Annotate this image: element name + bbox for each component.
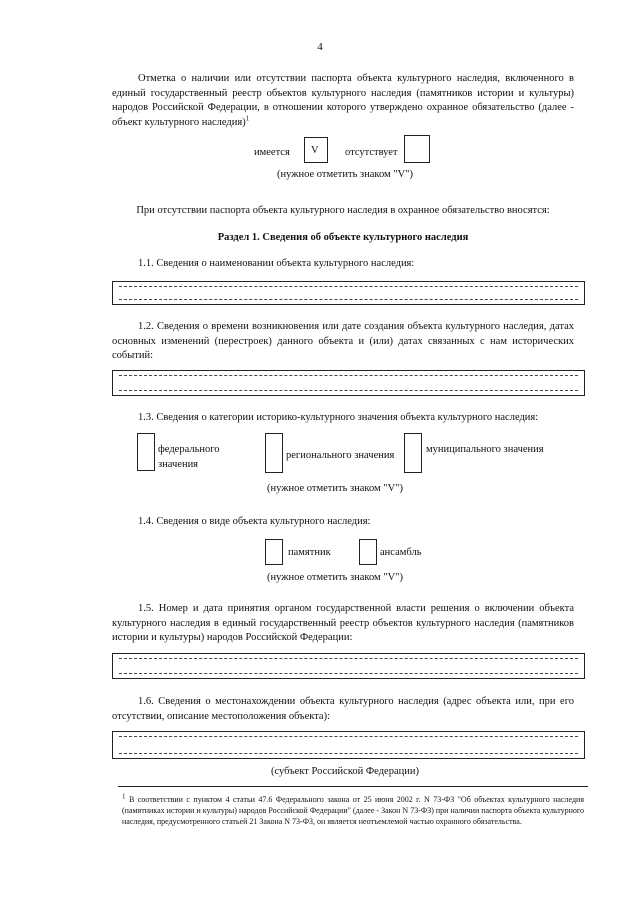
passport-hint: (нужное отметить знаком "V") [277, 169, 413, 180]
dates-field[interactable] [112, 370, 585, 396]
item-1-1-label: 1.1. Сведения о наименовании объекта культурного наследия: [138, 258, 415, 269]
page-number: 4 [317, 41, 323, 53]
kind-monument-label: памятник [288, 547, 331, 558]
footnote [122, 794, 584, 827]
category-federal-line1: федерального [158, 444, 220, 455]
footnote-marker: 1 [122, 792, 126, 801]
category-hint: (нужное отметить знаком "V") [267, 483, 403, 494]
category-municipal-label: муниципального значения [426, 444, 544, 455]
intro-paragraph [112, 72, 574, 130]
footnote-separator [118, 786, 588, 787]
kind-hint: (нужное отметить знаком "V") [267, 572, 403, 583]
category-federal-label [158, 443, 220, 472]
passport-has-mark: V [311, 145, 319, 156]
category-municipal-checkbox[interactable] [404, 433, 422, 473]
kind-monument-checkbox[interactable] [265, 539, 283, 565]
footnote-text: В соответствии с пунктом 4 статьи 47.6 Федерального закона от 25 июня 2002 г. N 73-ФЗ "Об объектах культурного наследия (памятниках истории и культуры) народов Российской Федерации" (далее - Закон N 73-ФЗ) при наличии паспорта объекта культурного наследия, предусмотренного статьей 21 Закона N 73-ФЗ, он является неотъемлемой частью охранного обязательства. [122, 795, 584, 826]
footnote-reference: 1 [245, 114, 250, 123]
item-1-3-label: 1.3. Сведения о категории историко-культурного значения объекта культурного наследия: [138, 412, 539, 423]
passport-absent-checkbox[interactable] [404, 135, 430, 163]
name-field[interactable] [112, 281, 585, 305]
category-federal-line2: значения [158, 458, 199, 470]
passport-absent-label: отсутствует [345, 147, 398, 158]
passport-has-checkbox[interactable] [304, 137, 328, 163]
item-1-2-label: 1.2. Сведения о времени возникновения или дате создания объекта культурного наследия, датах основных изменений (перестроек) данного объекта и (или) датах связанных с нам исторических событий: [112, 321, 574, 362]
item-1-4-label: 1.4. Сведения о виде объекта культурного наследия: [138, 516, 371, 527]
kind-ensemble-checkbox[interactable] [359, 539, 377, 565]
intro-text: Отметка о наличии или отсутствии паспорта объекта культурного наследия, включенного в единый государственный реестр объектов культурного наследия (памятников истории и культуры) народов Российской Федерации, в отношении которого утверждено охранное обязательство (далее - объект культурного наследия) [112, 73, 574, 128]
category-regional-checkbox[interactable] [265, 433, 283, 473]
subject-caption: (субъект Российской Федерации) [271, 766, 419, 777]
section-1-title: Раздел 1. Сведения об объекте культурного наследия [217, 232, 469, 243]
category-federal-checkbox[interactable] [137, 433, 155, 471]
item-1-6-label: 1.6. Сведения о местонахождении объекта культурного наследия (адрес объекта или, при его отсутствии, описание местоположения объекта): [112, 696, 574, 722]
kind-ensemble-label: ансамбль [380, 547, 422, 558]
category-regional-label: регионального значения [286, 450, 395, 461]
absence-note: При отсутствии паспорта объекта культурного наследия в охранное обязательство вносятся: [136, 205, 550, 216]
passport-has-label: имеется [254, 147, 290, 158]
registry-decision-field[interactable] [112, 653, 585, 679]
item-1-5-label: 1.5. Номер и дата принятия органом государственной власти решения о включении объекта культурного наследия в единый государственный реестр объектов культурного наследия (памятников истории и культуры) народов Российской Федерации: [112, 603, 574, 644]
location-field[interactable] [112, 731, 585, 759]
